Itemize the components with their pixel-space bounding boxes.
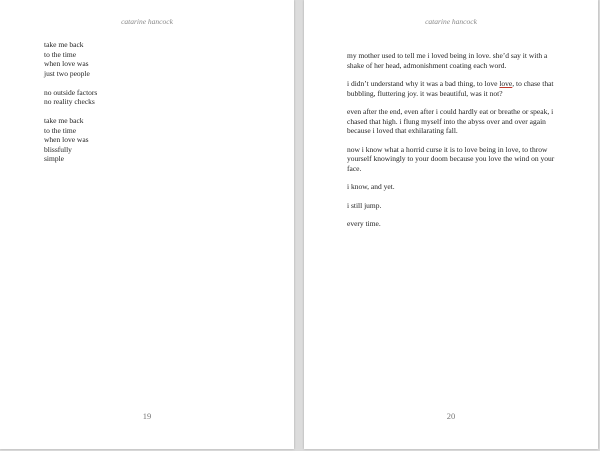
poem-line: no outside factors <box>44 87 98 97</box>
page-number-left: 19 <box>142 411 152 421</box>
paragraph-text: , to chase that bubbling, fluttering joy. it was beautiful, was it not? <box>347 79 554 98</box>
poem-line: just two people <box>44 68 90 78</box>
paragraph: even after the end, even after i could hardly eat or breathe or speak, i chased that high. i flung myself into the abyss over and over again because i loved that exhilarating fall. <box>347 107 554 135</box>
paragraph: i know, and yet. <box>347 182 395 191</box>
paragraph: i still jump. <box>347 200 382 210</box>
underlined-word: love <box>499 79 513 88</box>
poem-line: simple <box>44 154 64 163</box>
running-head-left: catarine hancock <box>121 17 173 26</box>
poem-line: take me back <box>44 116 84 125</box>
poem-line: to the time <box>44 125 77 135</box>
poem-line: when love was <box>44 135 89 144</box>
stanza-1 <box>44 40 97 78</box>
poem-line: blissfully <box>44 144 72 154</box>
poem-line: take me back <box>44 40 84 49</box>
poem-line: when love was <box>44 59 89 68</box>
paragraph: every time. <box>347 219 381 228</box>
stanza-2 <box>44 88 97 107</box>
prose-body <box>347 51 563 238</box>
paragraph-with-underline <box>347 79 563 98</box>
paragraph: my mother used to tell me i loved being in love. she’d say it with a shake of her head, admonishment coating each word. <box>347 51 548 70</box>
poem <box>44 40 97 173</box>
right-page <box>304 0 598 449</box>
stanza-3 <box>44 116 97 164</box>
paragraph: now i know what a horrid curse it is to love being in love, to throw yourself knowingly to your doom because you love the wind on your face. <box>347 144 555 173</box>
paragraph-text: i didn’t understand why it was a bad thing, to love <box>347 79 500 88</box>
left-page <box>0 0 294 449</box>
running-head-right: catarine hancock <box>425 17 477 26</box>
poem-line: to the time <box>44 49 77 59</box>
poem-line: no reality checks <box>44 97 95 106</box>
page-number-right: 20 <box>446 411 456 421</box>
